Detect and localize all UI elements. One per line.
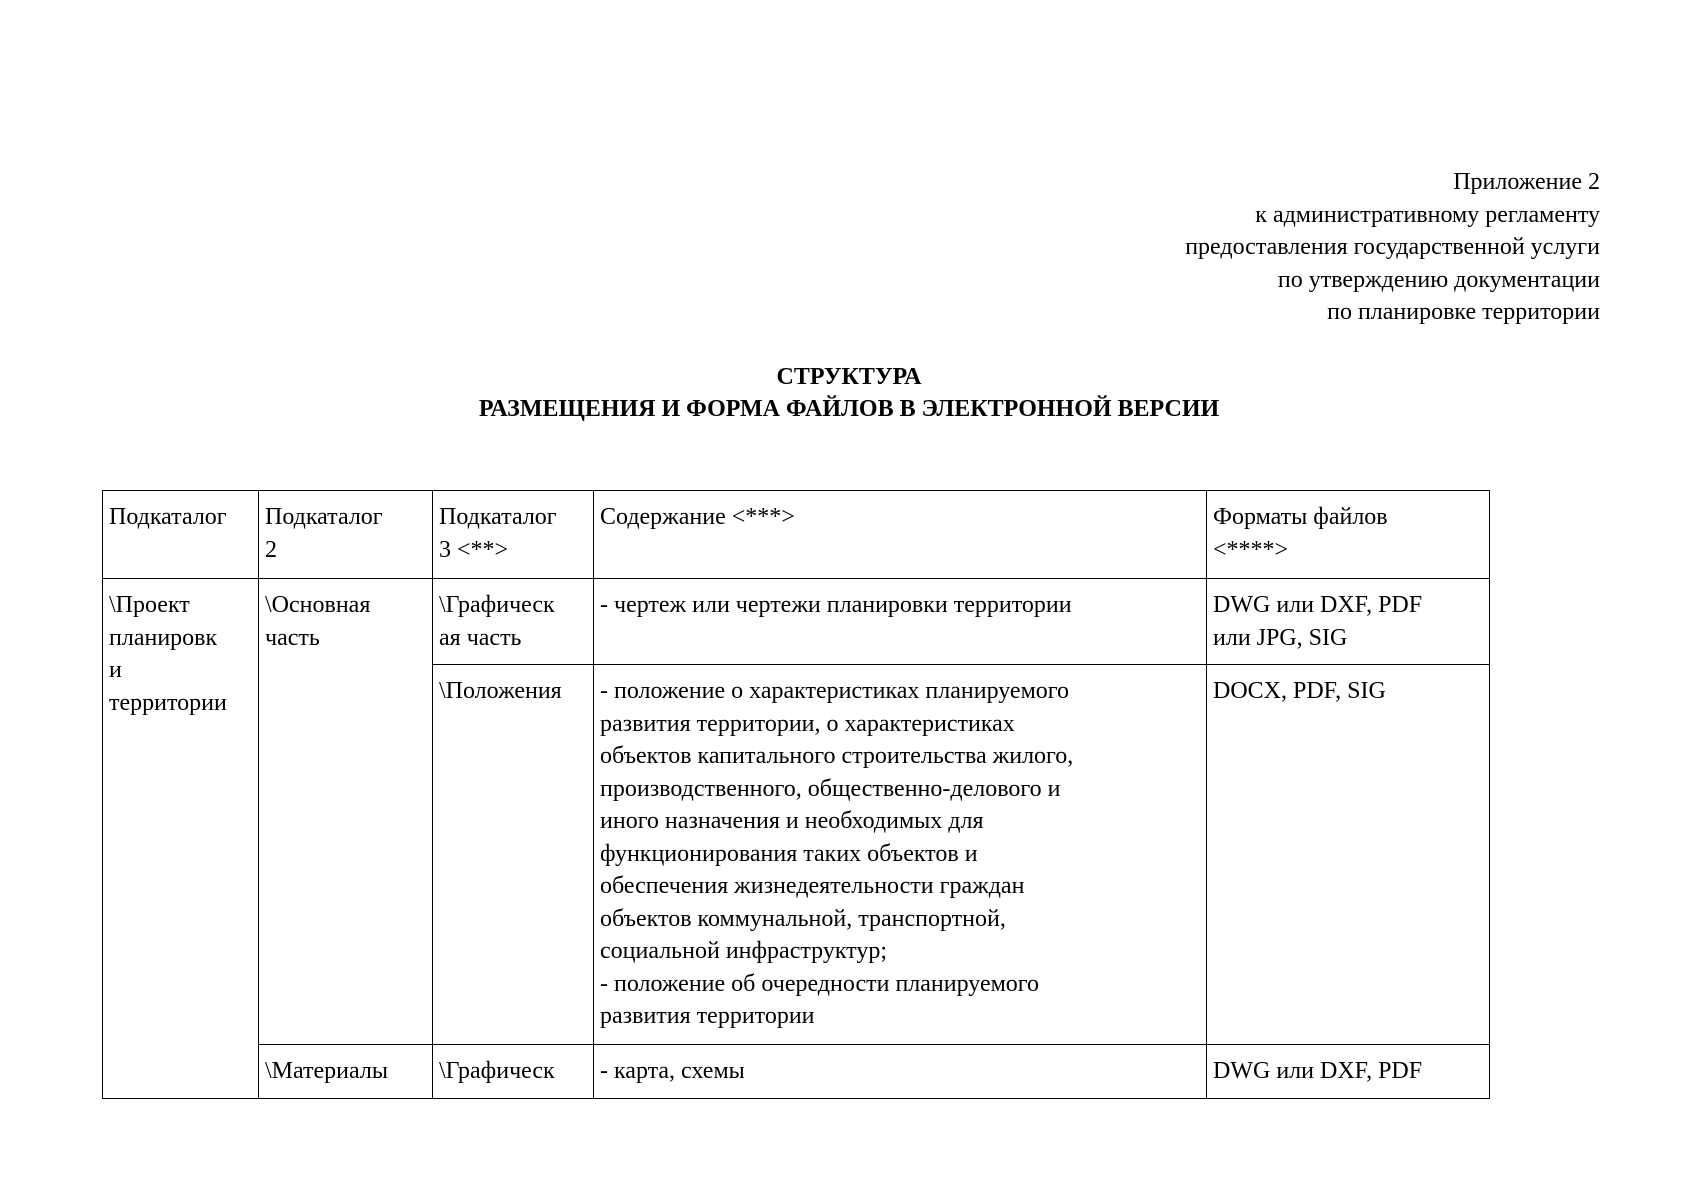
structure-table <box>102 490 1490 1099</box>
formats-value: DWG или DXF, PDF <box>1213 1058 1423 1084</box>
subdir-3-value: \Графическ ая часть <box>439 592 555 651</box>
subdir-1-value: \Проект планировк и территории <box>109 592 227 716</box>
header-subdir-2: Подкаталог 2 <box>265 504 383 563</box>
document-title <box>0 361 1698 425</box>
formats-value: DWG или DXF, PDF или JPG, SIG <box>1213 592 1423 651</box>
table-cell <box>433 665 594 1045</box>
content-value: - положение о характеристиках планируемого развития территории, о характеристиках объектов капитального строительства жилого, производственного, общественно-делового и иного назначения и необходимых для функционирования таких объектов и обеспечения жизнедеятельности граждан объектов коммунальной, транспортной, социальной инфраструктур; - положение об очередности планируемого развития территории <box>600 678 1074 1029</box>
table-header-row <box>103 491 1490 579</box>
subdir-2-value: \Материалы <box>265 1058 388 1084</box>
appendix-line: предоставления государственной услуги <box>1185 234 1600 260</box>
table-cell <box>1207 579 1490 665</box>
appendix-header <box>1185 166 1600 329</box>
header-cell <box>594 491 1207 579</box>
header-cell <box>433 491 594 579</box>
content-value: - чертеж или чертежи планировки территории <box>600 592 1072 618</box>
table-cell <box>433 1045 594 1099</box>
subdir-2-value: \Основная часть <box>265 592 371 651</box>
table-cell <box>1207 1045 1490 1099</box>
table-cell <box>103 579 259 1099</box>
header-cell <box>1207 491 1490 579</box>
header-cell <box>103 491 259 579</box>
appendix-line: к административному регламенту <box>1255 201 1600 228</box>
table-cell <box>259 579 433 1045</box>
title-line-2: РАЗМЕЩЕНИЯ И ФОРМА ФАЙЛОВ В ЭЛЕКТРОННОЙ ВЕРСИИ <box>478 396 1220 422</box>
header-file-formats: Форматы файлов <****> <box>1213 504 1388 563</box>
table-cell <box>594 665 1207 1045</box>
title-line-1: СТРУКТУРА <box>776 364 922 390</box>
header-subdir-1: Подкаталог <box>109 504 227 530</box>
appendix-line: по утверждению документации <box>1277 266 1600 293</box>
header-cell <box>259 491 433 579</box>
subdir-3-value: \Положения <box>439 678 562 704</box>
subdir-3-value: \Графическ <box>439 1058 555 1084</box>
content-value: - карта, схемы <box>600 1058 745 1084</box>
formats-value: DOCX, PDF, SIG <box>1213 678 1386 704</box>
appendix-line: по планировке территории <box>1327 299 1600 325</box>
table-cell <box>259 1045 433 1099</box>
header-content: Содержание <***> <box>600 504 795 530</box>
table-row <box>103 1045 1490 1099</box>
table-cell <box>594 1045 1207 1099</box>
table-cell <box>1207 665 1490 1045</box>
header-subdir-3: Подкаталог 3 <**> <box>439 504 557 563</box>
appendix-line: Приложение 2 <box>1453 169 1600 195</box>
table-cell <box>594 579 1207 665</box>
table-row <box>103 579 1490 665</box>
table-cell <box>433 579 594 665</box>
